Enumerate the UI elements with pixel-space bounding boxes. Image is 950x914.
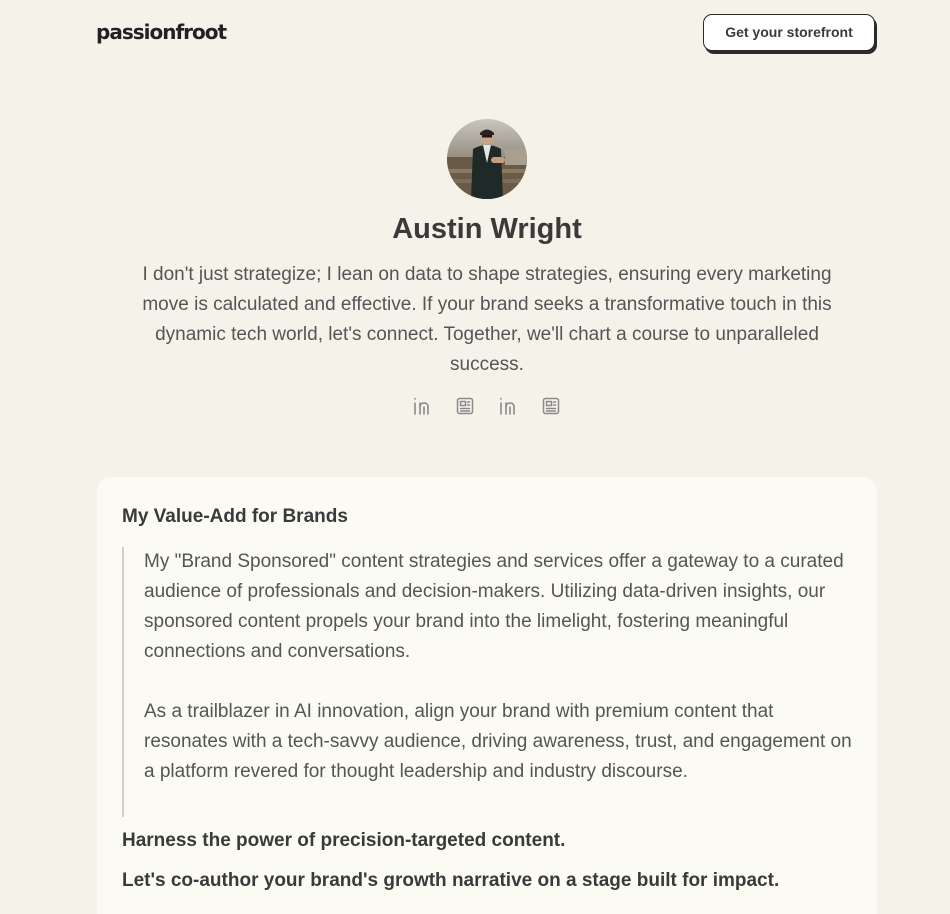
quote-paragraph: As a trailblazer in AI innovation, align your brand with premium content that resonates with a tech-savvy audience, driving awareness, trust, and engagement on a platform revered for thought leadership and industry discourse. — [144, 701, 852, 782]
get-storefront-button[interactable]: Get your storefront — [703, 14, 875, 51]
highlight-line: Harness the power of precision-targeted content. — [122, 830, 566, 851]
passionfroot-logo[interactable]: passionfroot — [96, 20, 227, 44]
linkedin-icon[interactable] — [411, 395, 433, 417]
blockquote — [122, 547, 852, 817]
profile-bio: I don't just strategize; I lean on data to shape strategies, ensuring every marketing move is calculated and effective. If your brand seeks a transformative touch in this dynamic tech world, let's connect. Together, we'll chart a course to unparalleled success. — [142, 264, 832, 375]
value-add-card — [97, 477, 877, 914]
card-title: My Value-Add for Brands — [122, 506, 348, 527]
quote-paragraph: My "Brand Sponsored" content strategies and services offer a gateway to a curated audience of professionals and decision-makers. Utilizing data-driven insights, our sponsored content propels your brand into the limelight, fostering meaningful connections and conversations. — [144, 551, 844, 662]
profile-name: Austin Wright — [392, 213, 582, 245]
avatar — [447, 119, 527, 199]
linkedin-icon[interactable] — [497, 395, 519, 417]
newsletter-icon[interactable] — [540, 395, 562, 417]
highlight-line: Let's co-author your brand's growth narrative on a stage built for impact. — [122, 870, 780, 891]
social-links — [411, 395, 562, 417]
top-bar — [0, 0, 950, 70]
newsletter-icon[interactable] — [454, 395, 476, 417]
